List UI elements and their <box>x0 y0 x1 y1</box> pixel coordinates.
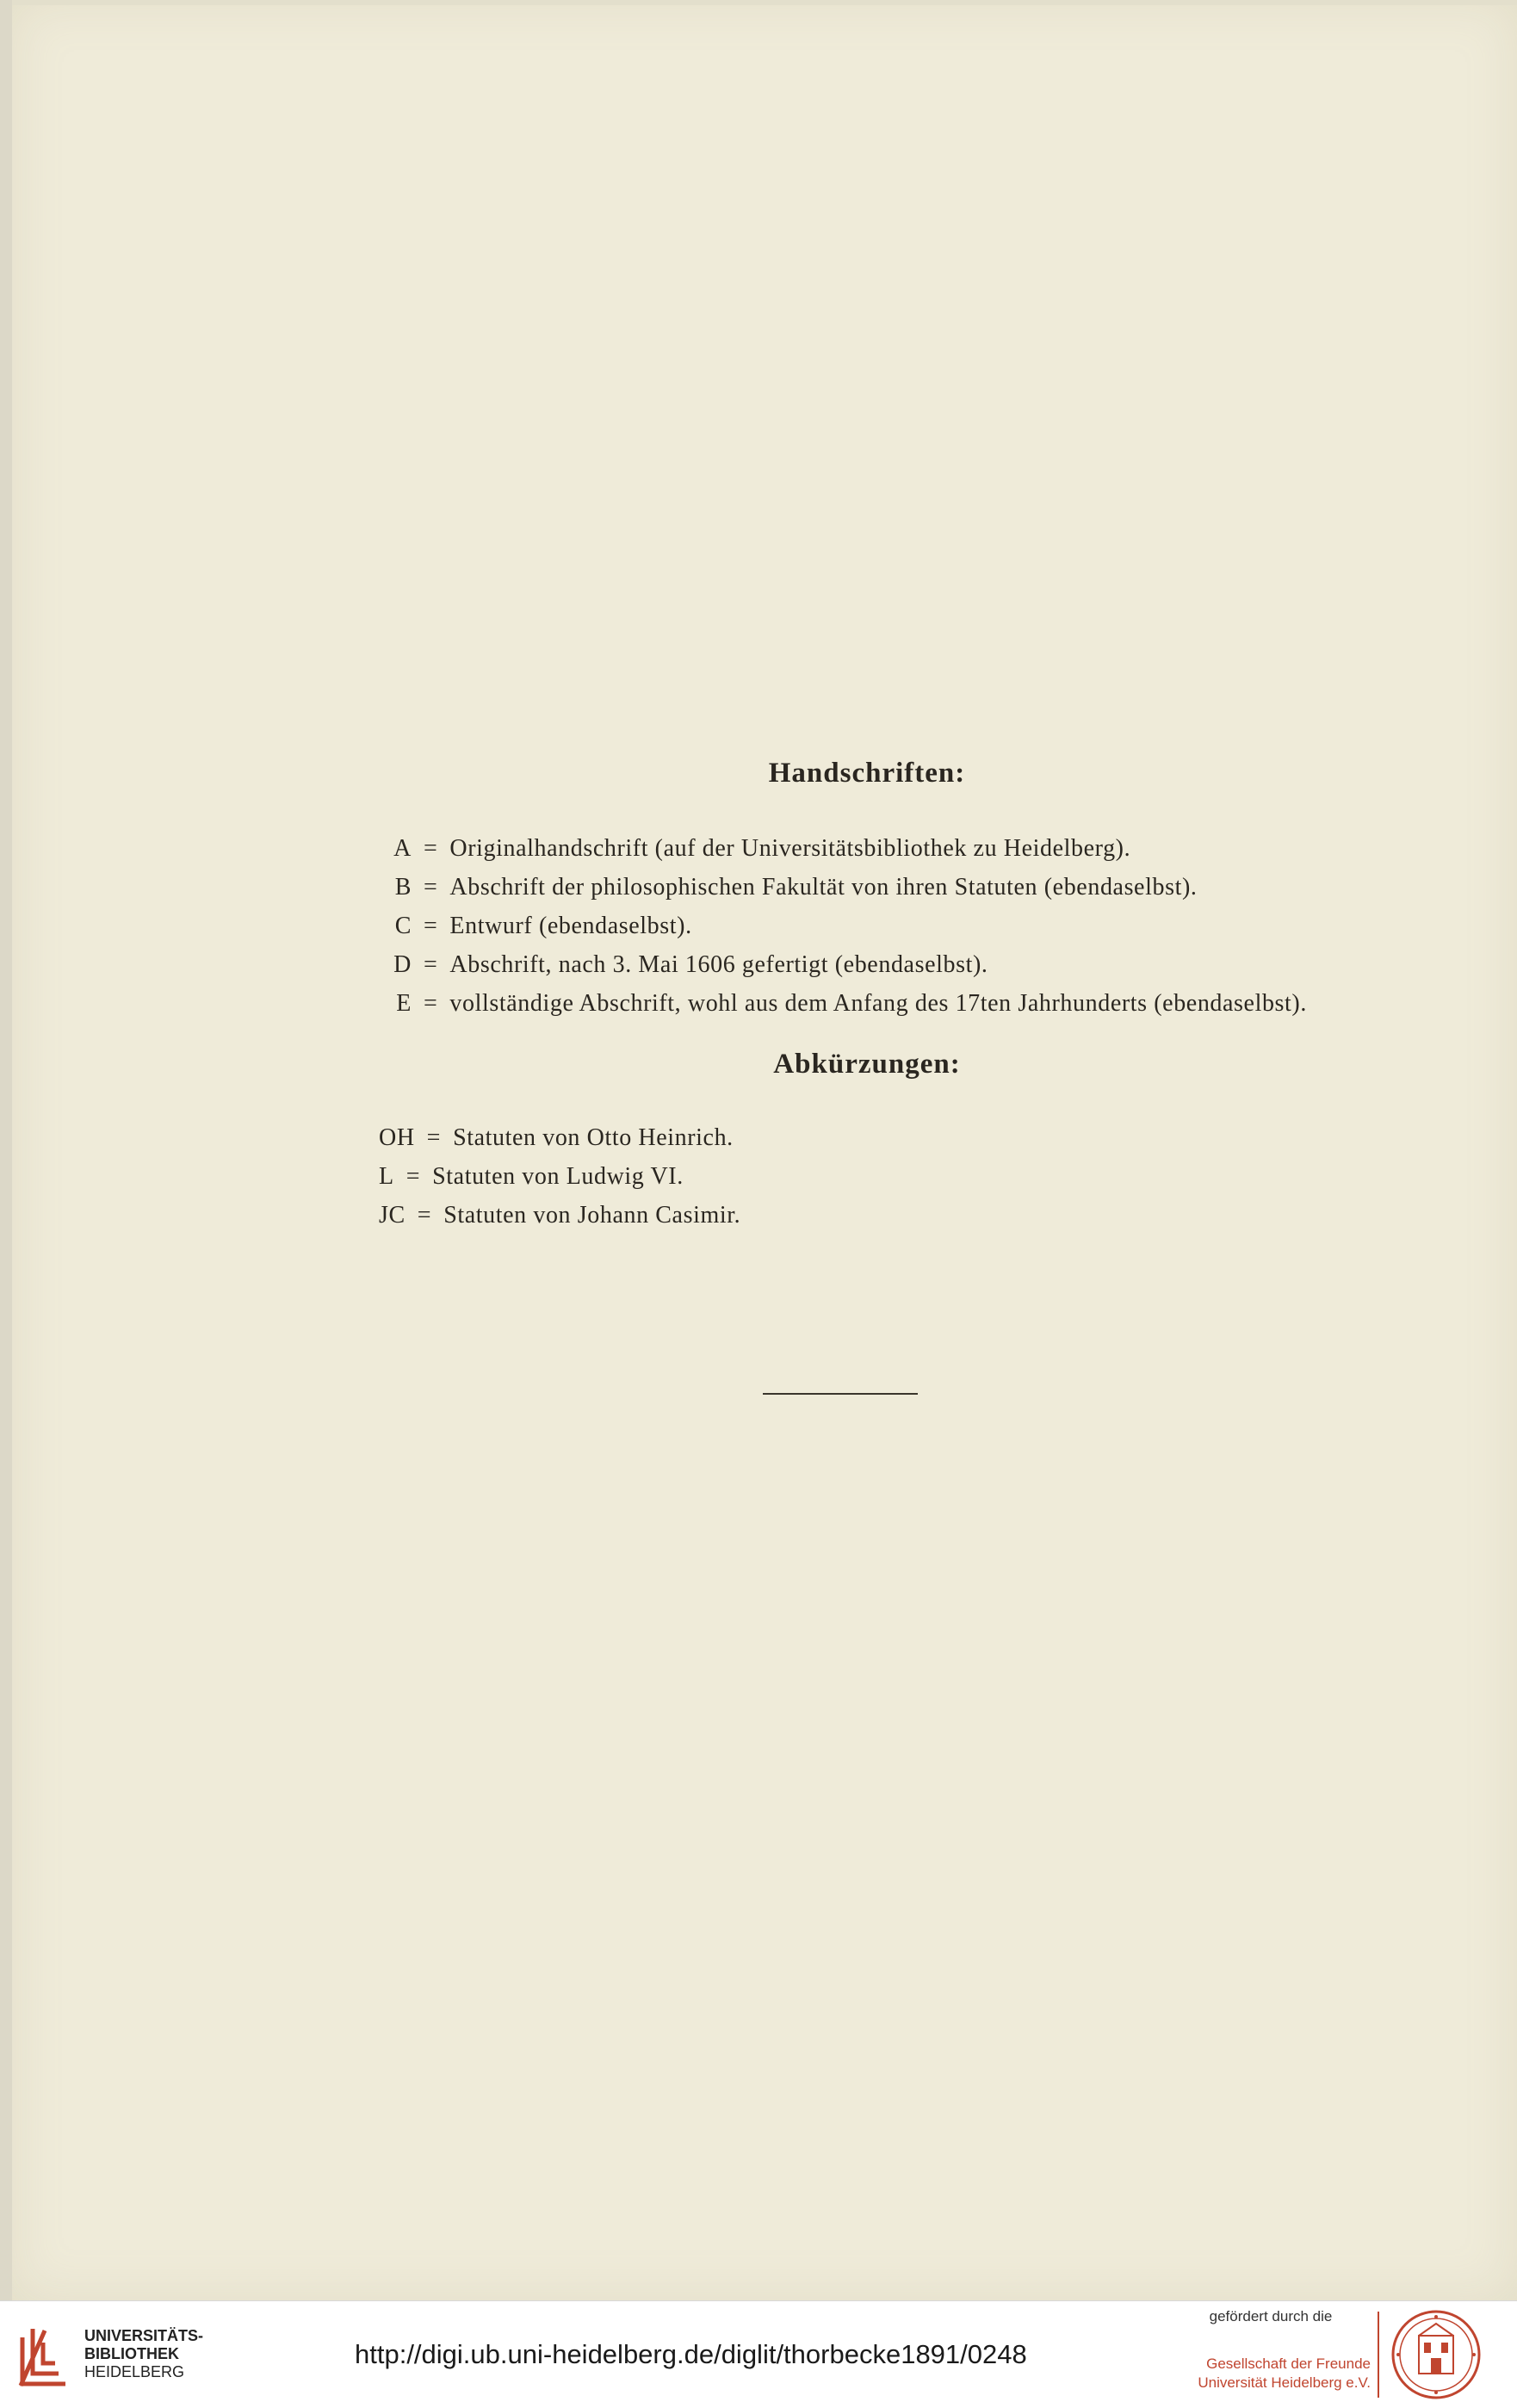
library-name[interactable] <box>84 2327 203 2381</box>
entry-equals: = <box>426 1124 442 1151</box>
entry-equals: = <box>424 874 438 901</box>
page-edge-top <box>12 0 1517 5</box>
abbreviation-entry <box>379 1118 1455 1157</box>
manuscript-entry <box>379 829 1455 868</box>
page-edge <box>0 0 12 2300</box>
entry-text: Originalhandschrift (auf der Universitätsbibliothek zu Heidelberg). <box>449 835 1131 862</box>
entry-key: C <box>394 913 412 939</box>
entry-key: B <box>394 874 412 901</box>
funding-society-name: Gesellschaft der Freunde <box>1206 2355 1371 2372</box>
entry-equals: = <box>406 1163 421 1190</box>
abkuerzungen-list <box>379 1118 1455 1235</box>
funding-society-name: Universität Heidelberg e.V. <box>1198 2374 1371 2391</box>
manuscript-entry <box>379 945 1455 984</box>
handschriften-list <box>379 829 1455 1023</box>
library-name-line: BIBLIOTHEK <box>84 2345 179 2362</box>
manuscript-entry <box>379 907 1455 945</box>
library-name-line: UNIVERSITÄTS- <box>84 2327 204 2344</box>
entry-equals: = <box>424 913 438 939</box>
entry-equals: = <box>424 951 438 978</box>
entry-key: L <box>379 1163 394 1190</box>
entry-text: Statuten von Ludwig VI. <box>432 1163 684 1190</box>
entry-key: E <box>396 990 412 1017</box>
entry-equals: = <box>417 1202 432 1229</box>
entry-key: OH <box>379 1124 415 1151</box>
entry-text: vollständige Abschrift, wohl aus dem Anfang des 17ten Jahrhunderts (ebendaselbst). <box>449 990 1307 1017</box>
page-content <box>379 758 1455 1235</box>
ub-heidelberg-logo-icon[interactable] <box>14 2320 74 2393</box>
footer-divider <box>1378 2312 1379 2398</box>
manuscript-entry <box>379 868 1455 907</box>
university-seal-icon[interactable] <box>1390 2308 1483 2401</box>
entry-text: Abschrift, nach 3. Mai 1606 gefertigt (ebendaselbst). <box>449 951 988 978</box>
permalink-url[interactable]: http://digi.ub.uni-heidelberg.de/diglit/thorbecke1891/0248 <box>355 2339 1027 2369</box>
entry-text: Abschrift der philosophischen Fakultät von ihren Statuten (ebendaselbst). <box>449 874 1198 901</box>
entry-text: Statuten von Otto Heinrich. <box>453 1124 734 1151</box>
funding-credit[interactable] <box>1171 2308 1371 2393</box>
end-rule <box>763 1393 918 1395</box>
entry-text: Statuten von Johann Casimir. <box>443 1202 741 1229</box>
funding-label: gefördert durch die <box>1209 2308 1333 2324</box>
entry-equals: = <box>424 990 438 1017</box>
handschriften-heading: Handschriften: <box>768 758 966 789</box>
entry-key: D <box>393 951 412 978</box>
entry-text: Entwurf (ebendaselbst). <box>449 913 692 939</box>
entry-key: A <box>393 835 412 862</box>
entry-equals: = <box>424 835 438 862</box>
library-name-line: HEIDELBERG <box>84 2363 185 2380</box>
manuscript-entry <box>379 984 1455 1023</box>
entry-key: JC <box>379 1202 406 1229</box>
abbreviation-entry <box>379 1196 1455 1235</box>
footer-bar <box>0 2300 1517 2408</box>
abkuerzungen-heading: Abkürzungen: <box>773 1049 961 1080</box>
abbreviation-entry <box>379 1157 1455 1196</box>
